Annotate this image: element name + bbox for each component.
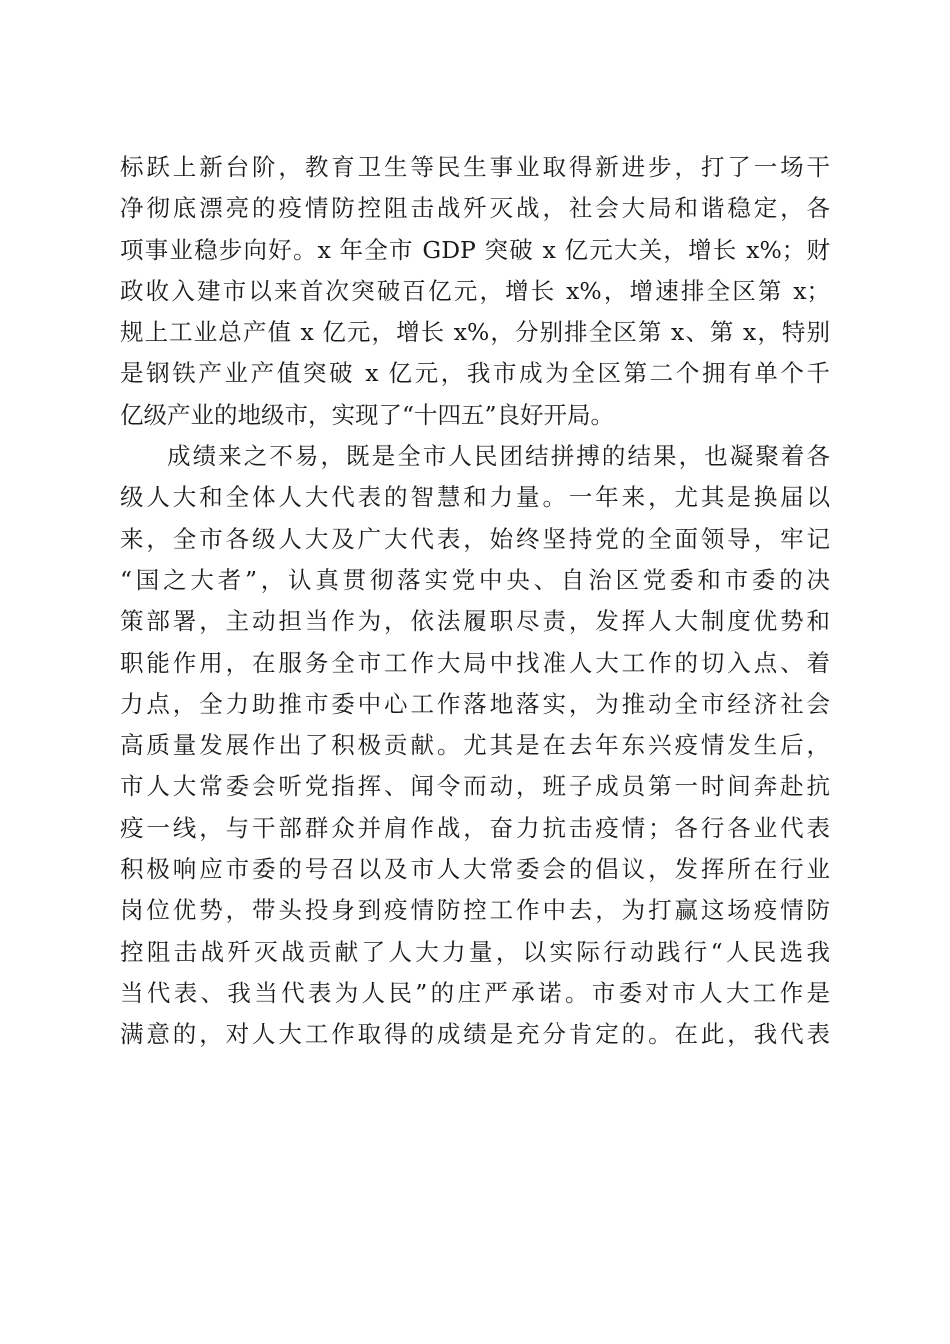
text-line: 满意的，对人大工作取得的成绩是充分肯定的。在此，我代表 bbox=[120, 1020, 830, 1049]
document-body bbox=[120, 147, 830, 1056]
text-line: 成绩来之不易，既是全市人民团结拼搏的结果，也凝聚着各 bbox=[167, 442, 830, 471]
text-line: “国之大者”，认真贯彻落实党中央、自治区党委和市委的决 bbox=[120, 565, 830, 594]
text-line: 项事业稳步向好。x 年全市 GDP 突破 x 亿元大关，增长 x%；财 bbox=[120, 235, 830, 264]
text-line: 力点，全力助推市委中心工作落地落实，为推动全市经济社会 bbox=[120, 689, 830, 718]
text-line: 疫一线，与干部群众并肩作战，奋力抗击疫情；各行各业代表 bbox=[120, 813, 830, 842]
paragraph-2 bbox=[120, 436, 830, 1055]
text-line: 是钢铁产业产值突破 x 亿元，我市成为全区第二个拥有单个千 bbox=[120, 359, 830, 388]
text-line: 亿级产业的地级市，实现了“十四五”良好开局。 bbox=[120, 400, 615, 429]
text-line: 标跃上新台阶，教育卫生等民生事业取得新进步，打了一场干 bbox=[120, 153, 830, 181]
text-line: 策部署，主动担当作为，依法履职尽责，发挥人大制度优势和 bbox=[120, 607, 830, 636]
text-line: 级人大和全体人大代表的智慧和力量。一年来，尤其是换届以 bbox=[120, 483, 830, 512]
text-line: 积极响应市委的号召以及市人大常委会的倡议，发挥所在行业 bbox=[120, 855, 830, 884]
text-line: 高质量发展作出了积极贡献。尤其是在去年东兴疫情发生后， bbox=[120, 731, 830, 760]
text-line: 岗位优势，带头投身到疫情防控工作中去，为打赢这场疫情防 bbox=[120, 896, 830, 925]
text-line: 净彻底漂亮的疫情防控阻击战歼灭战，社会大局和谐稳定，各 bbox=[120, 194, 830, 223]
text-line: 规上工业总产值 x 亿元，增长 x%，分别排全区第 x、第 x，特别 bbox=[120, 318, 830, 347]
text-line: 职能作用，在服务全市工作大局中找准人大工作的切入点、着 bbox=[120, 648, 830, 677]
text-line: 政收入建市以来首次突破百亿元，增长 x%，增速排全区第 x； bbox=[120, 276, 830, 305]
paragraph-1 bbox=[120, 147, 830, 436]
text-line: 市人大常委会听党指挥、闻令而动，班子成员第一时间奔赴抗 bbox=[120, 772, 830, 801]
text-line: 当代表、我当代表为人民”的庄严承诺。市委对市人大工作是 bbox=[120, 978, 830, 1007]
text-line: 来，全市各级人大及广大代表，始终坚持党的全面领导，牢记 bbox=[120, 524, 830, 553]
text-line: 控阻击战歼灭战贡献了人大力量，以实际行动践行“人民选我 bbox=[120, 937, 830, 966]
